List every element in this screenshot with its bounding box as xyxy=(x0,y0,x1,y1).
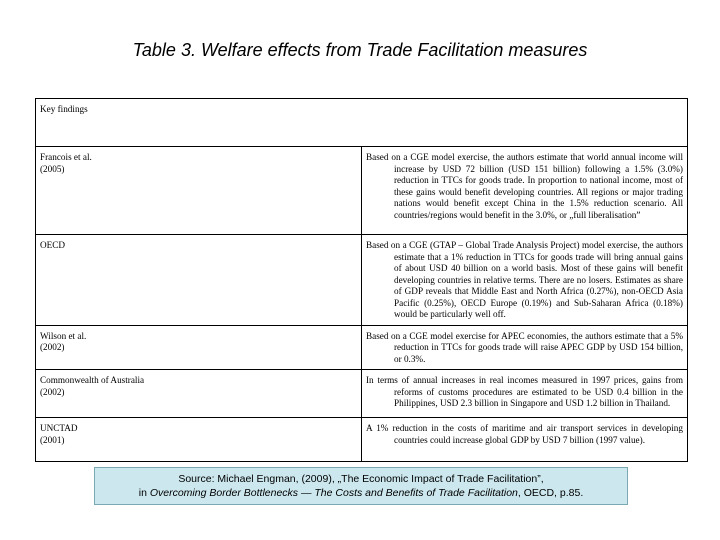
source-cell xyxy=(36,147,362,235)
source-name: UNCTAD xyxy=(40,423,78,433)
finding-text: Based on a CGE model exercise, the authors estimate that world annual income will increase by USD 72 billion (USD 151 billion) following a 1.5% (3.0%) reduction in TTCs for goods trade. In proportion to national income, most of these gains would benefit developing countries. All regions or major trading nations would benefit except China in the 1.5% reduction scenario. All countries/regions would benefit in the 3.0%, or „full liberalisation” xyxy=(366,152,683,220)
table-header-row xyxy=(36,99,688,147)
source-cell xyxy=(36,418,362,462)
table-row xyxy=(36,370,688,418)
source-name: Francois et al. xyxy=(40,152,92,162)
table-row xyxy=(36,147,688,235)
source-note-prefix: in xyxy=(138,487,150,499)
finding-text: Based on a CGE (GTAP – Global Trade Analysis Project) model exercise, the authors estimate that a 1% reduction in TTCs for goods trade will bring annual gains of about USD 40 billion on a world basis. Most of these gains will benefit developing countries in relative terms. There are no losers. Estimates as share of GDP reveals that Middle East and North Africa (0.27%), non-OECD Asia Pacific (0.25%), OECD Europe (0.19%) and Sub-Saharan Africa (0.18%) would be particularly well off. xyxy=(366,240,683,319)
source-cell xyxy=(36,325,362,370)
finding-text: Based on a CGE model exercise for APEC economies, the authors estimate that a 5% reduction in TTCs for goods trade will raise APEC GDP by USD 154 billion, or 0.3%. xyxy=(366,330,683,364)
source-year: (2005) xyxy=(40,163,65,174)
finding-cell xyxy=(362,147,688,235)
table-row xyxy=(36,235,688,326)
finding-text: In terms of annual increases in real incomes measured in 1997 prices, gains from reforms of customs procedures are estimated to be USD 0.4 billion in the Philippines, USD 2.3 billion in Singapore and USD 1.2 billion in Thailand. xyxy=(366,375,683,408)
finding-cell xyxy=(362,418,688,462)
source-name: OECD xyxy=(40,240,66,250)
source-note xyxy=(94,467,628,505)
source-cell xyxy=(36,370,362,418)
finding-text: A 1% reduction in the costs of maritime and air transport services in developing countries could increase global GDP by USD 7 billion (1997 value). xyxy=(366,423,683,445)
findings-table xyxy=(35,98,688,462)
source-note-line1: Source: Michael Engman, (2009), „The Economic Impact of Trade Facilitation”, xyxy=(178,473,544,485)
finding-cell xyxy=(362,235,688,326)
finding-cell xyxy=(362,370,688,418)
source-name: Commonwealth of Australia xyxy=(40,375,145,385)
table-row xyxy=(36,325,688,370)
source-year: (2002) xyxy=(40,342,65,352)
source-note-line2 xyxy=(95,486,627,500)
finding-cell xyxy=(362,325,688,370)
header-cell: Key findings xyxy=(36,99,688,147)
source-name: Wilson et al. xyxy=(40,330,87,341)
source-cell xyxy=(36,235,362,326)
table-title: Table 3. Welfare effects from Trade Facilitation measures xyxy=(132,40,588,60)
source-note-suffix: , OECD, p.85. xyxy=(517,487,584,499)
table-row xyxy=(36,418,688,462)
source-year: (2002) xyxy=(40,386,65,397)
source-year: (2001) xyxy=(40,434,65,445)
source-note-publication: Overcoming Border Bottlenecks — The Costs and Benefits of Trade Facilitation xyxy=(149,487,518,499)
